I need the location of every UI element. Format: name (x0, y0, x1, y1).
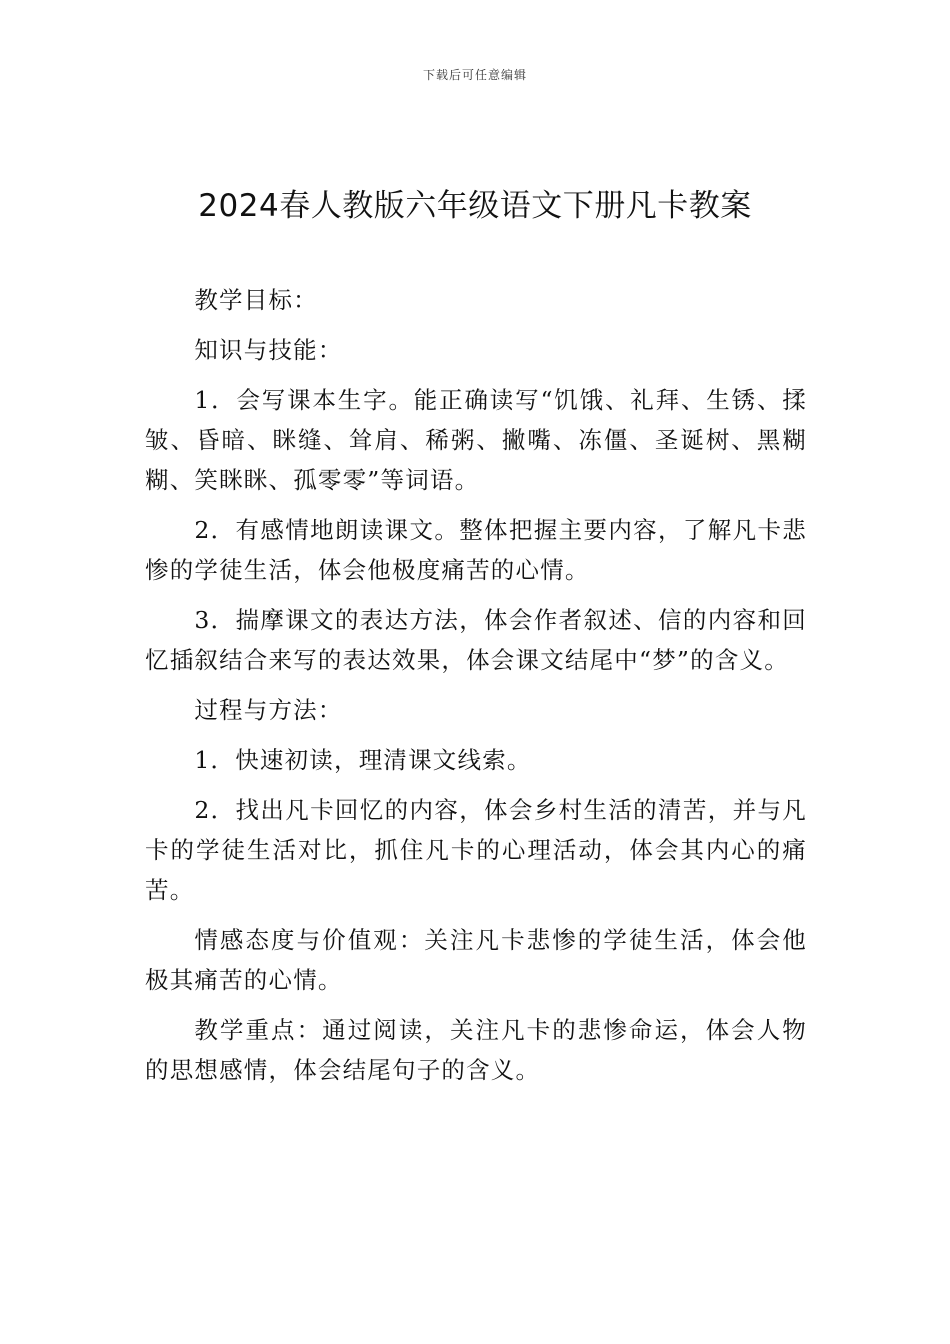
document-body (145, 280, 807, 1100)
paragraph-process-item-2: 2．找出凡卡回忆的内容，体会乡村生活的清苦，并与凡卡的学徒生活对比，抓住凡卡的心理活动，体会其内心的痛苦。 (145, 796, 807, 904)
paragraph-item-1: 1．会写课本生字。能正确读写“饥饿、礼拜、生锈、揉皱、昏暗、眯缝、耸肩、稀粥、撇嘴、冻僵、圣诞树、黑糊糊、笑眯眯、孤零零”等词语。 (145, 386, 807, 494)
header-note: 下载后可任意编辑 (422, 68, 527, 82)
paragraph-knowledge-skills: 知识与技能： (194, 336, 343, 364)
paragraph-process-methods: 过程与方法： (194, 696, 343, 724)
paragraph-process-item-1: 1．快速初读，理清课文线索。 (194, 746, 532, 774)
paragraph-teaching-focus: 教学重点：通过阅读，关注凡卡的悲惨命运，体会人物的思想感情，体会结尾句子的含义。 (145, 1016, 807, 1084)
paragraph-item-2: 2．有感情地朗读课文。整体把握主要内容，了解凡卡悲惨的学徒生活，体会他极度痛苦的心情。 (145, 516, 807, 584)
document-title: 2024春人教版六年级语文下册凡卡教案 (198, 188, 752, 224)
paragraph-emotion-values: 情感态度与价值观：关注凡卡悲惨的学徒生活，体会他极其痛苦的心情。 (145, 926, 807, 994)
paragraph-item-3: 3．揣摩课文的表达方法，体会作者叙述、信的内容和回忆插叙结合来写的表达效果，体会课文结尾中“梦”的含义。 (145, 606, 807, 674)
paragraph-teaching-goals: 教学目标： (194, 286, 318, 314)
